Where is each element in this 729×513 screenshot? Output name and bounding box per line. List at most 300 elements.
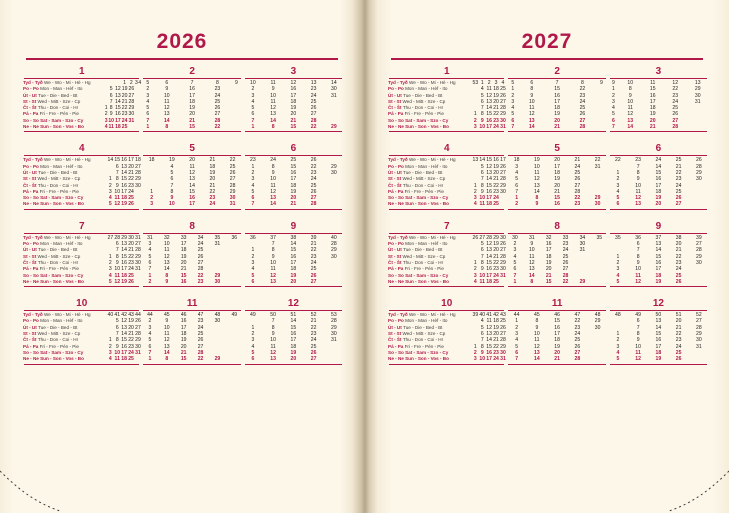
day-number: 8 [109,105,113,112]
day-number: 26 [500,241,506,248]
day-label: Tyd - Tyð We - Wo - Mi - Hè - Hg [388,234,456,240]
day-number: 9 [115,182,119,189]
day-row [387,279,506,285]
day-number [500,201,507,207]
day-number: 4 [616,272,620,279]
week-number: 26 [696,157,702,164]
day-number: 31 [579,247,586,254]
day-label: Út - Ut Tue - Die - Bed - Bt [388,169,443,175]
day-number: 8 [636,253,640,260]
day-number: 18 [180,247,187,254]
day-number: 8 [480,259,484,266]
day-number: 17 [121,349,127,356]
day-number: 26 [574,343,581,350]
day-number: 18 [554,337,560,344]
day-number: 6 [115,241,119,248]
day-number: 20 [493,169,499,176]
month-footer-rule [143,131,240,132]
day-number: 20 [128,241,134,248]
week-number: 10 [627,80,634,86]
day-number: 10 [528,247,535,254]
day-number: 4 [108,356,112,363]
day-number: 19 [649,111,656,118]
day-number: 16 [121,182,127,189]
month-footer-rule [245,364,342,365]
day-number: 1 [148,272,152,279]
day-number: 14 [655,324,662,331]
day-number: 7 [115,247,119,254]
day-number: 4 [251,182,255,189]
day-number: 27 [128,92,135,99]
week-number: 25 [290,157,297,164]
day-number: 3 [148,324,152,331]
day-number: 21 [554,356,560,363]
day-number: 28 [310,201,317,208]
month-number: 7 [443,220,450,232]
week-number: 39 [310,234,317,241]
day-number: 12 [528,111,535,118]
day-number: 7 [170,182,174,189]
month-footer-rule [245,209,342,210]
day-number: 20 [649,117,656,124]
day-number: 10 [114,349,121,356]
day-number: 26 [229,169,236,176]
day-number: 11 [164,247,170,254]
day-number: 30 [128,111,135,118]
day-label: Po - Po Mon - Man - Hèf - Ito [23,86,83,92]
week-number: 45 [534,312,540,319]
day-number: 12 [121,318,127,325]
month-grid [243,312,344,362]
day-number: 17 [121,188,127,195]
day-number: 13 [655,318,662,325]
day-number: 4 [480,86,484,93]
week-number: 52 [696,312,702,319]
day-number: 25 [675,349,682,356]
day-number: 23 [121,111,128,118]
day-number: 11 [270,182,276,189]
week-number: 27 [479,234,486,241]
day-label: Čt - Št Thu - Don - Coi - Hr [23,259,79,265]
day-number: 3 [104,117,108,124]
day-number: 23 [128,182,134,189]
day-number: 7 [115,331,119,338]
week-number: 53 [472,80,479,86]
day-number: 29 [500,111,506,118]
month-block [141,221,242,287]
day-number: 3 [146,92,150,99]
day-label: Čt - Št Thu - Don - Coi - Hr [23,105,79,111]
month-block [141,66,242,132]
day-number: 18 [121,195,127,202]
day-number: 13 [115,92,121,99]
month-footer-rule [24,286,139,287]
day-row [506,124,607,130]
month-divider [24,310,139,311]
day-number: 11 [270,266,276,273]
day-number: 5 [251,188,255,195]
day-number: 27 [197,259,204,266]
day-number: 17 [180,241,187,248]
day-number: 31 [694,98,701,105]
day-number: 12 [486,163,492,170]
month-number: 4 [443,143,450,155]
day-number: 28 [214,117,221,124]
day-number: 7 [636,324,640,331]
day-number [689,279,709,285]
day-row [243,201,344,207]
day-number: 8 [271,324,275,331]
day-number: 31 [331,337,337,344]
day-row [243,356,344,362]
day-number: 7 [148,349,152,356]
week-number: 13 [310,80,317,86]
day-number: 8 [165,124,169,131]
week-number: 1 [480,80,484,86]
day-number: 22 [197,272,204,279]
day-number: 12 [270,272,276,279]
week-number: 7 [190,80,194,86]
day-number: 25 [672,105,679,112]
day-number: 11 [114,195,120,202]
day-number: 31 [214,241,221,248]
month-divider [610,155,707,156]
day-number: 23 [675,259,682,266]
day-number: 31 [229,201,236,208]
day-row [141,124,242,130]
day-number: 5 [616,278,620,285]
day-number: 12 [270,188,276,195]
month-grid [243,157,344,207]
day-number: 19 [493,241,499,248]
day-number: 5 [480,92,484,99]
day-number: 14 [290,241,297,248]
week-number: 26 [310,157,317,164]
day-number: 1 [150,188,154,195]
day-number: 5 [109,86,113,93]
day-number: 21 [290,201,297,208]
day-number: 27 [696,241,702,248]
day-label: Ne - Ne Sun - Son - Vos - Bo [23,356,84,362]
day-number: 2 [616,176,620,183]
day-number: 4 [170,163,174,170]
day-number: 2 [515,324,519,331]
day-number: 23 [310,169,317,176]
day-number: 8 [115,176,119,183]
month-number: 2 [189,66,195,77]
day-number: 4 [148,331,152,338]
week-number: 44 [147,312,153,319]
day-number: 27 [310,195,317,202]
day-number: 26 [310,105,317,112]
month-number: 7 [78,220,85,232]
day-number: 20 [554,349,560,356]
day-number: 7 [251,201,255,208]
day-number: 8 [636,169,640,176]
week-number: 36 [635,234,641,241]
day-number: 29 [135,253,141,260]
week-number: 48 [615,312,621,319]
day-number: 20 [545,266,552,273]
day-number: 24 [197,241,204,248]
day-number: 21 [180,349,187,356]
day-number: 17 [655,182,662,189]
day-number: 23 [672,92,679,99]
day-number: 12 [270,349,276,356]
month-block [243,143,344,209]
day-number: 16 [554,201,560,208]
day-number: 15 [121,176,127,183]
day-number: 2 [251,169,255,176]
day-number: 29 [331,163,337,170]
day-number: 9 [530,92,534,99]
day-number: 28 [696,163,702,170]
day-number: 17 [290,337,297,344]
day-number: 28 [197,266,204,273]
day-number: 5 [115,318,119,325]
day-number: 19 [209,169,216,176]
day-number: 16 [486,188,492,195]
week-number: 45 [163,312,170,319]
day-number: 30 [594,324,601,331]
day-number: 6 [636,241,640,248]
day-number: 25 [493,201,499,208]
week-number: 2 [487,80,491,86]
day-label: Ne - Ne Sun - Son - Vos - Bo [23,278,84,284]
day-number: 28 [500,176,506,183]
day-number: 3 [473,272,477,279]
day-number: 30 [331,169,337,176]
day-number: 8 [480,111,484,118]
month-footer-rule [389,209,504,210]
week-number: 15 [114,157,121,164]
week-number: 22 [229,157,236,164]
day-number: 6 [480,331,484,338]
day-number: 19 [290,349,297,356]
day-number: 21 [209,182,216,189]
week-number: 18 [513,157,520,164]
day-number: 26 [214,105,221,112]
day-number: 8 [271,247,275,254]
day-number: 18 [290,98,297,105]
day-number: 20 [290,195,297,202]
day-label: Čt - Št Thu - Don - Coi - Hr [388,105,444,111]
day-number: 9 [480,349,484,356]
day-number: 21 [310,318,317,325]
day-number: 25 [562,253,569,260]
week-number: 49 [635,312,641,319]
month-divider [610,233,707,234]
day-number: 6 [148,259,152,266]
day-number: 27 [672,117,679,124]
day-number: 18 [290,343,297,350]
day-number: 30 [331,253,337,260]
week-number: 43 [128,312,134,319]
week-number: 30 [128,234,134,241]
quarter-row [22,298,344,364]
day-number: 20 [180,259,187,266]
week-number: 21 [574,157,581,164]
week-number: 41 [486,312,492,319]
day-number: 16 [290,331,297,338]
day-number: 13 [627,117,634,124]
day-number: 23 [675,337,682,344]
week-number: 48 [594,312,601,319]
day-number: 19 [189,105,195,112]
day-number: 7 [271,318,275,325]
day-label: Tyd - Tyð We - Wo - Mi - Hè - Hg [23,234,91,240]
day-number: 22 [128,253,134,260]
day-number: 6 [170,176,174,183]
day-number: 4 [108,195,112,202]
week-number: 18 [148,157,155,164]
day-number: 22 [128,337,134,344]
day-number: 13 [270,278,276,285]
day-number: 31 [128,117,135,124]
day-number: 11 [479,201,485,208]
day-number [587,356,607,362]
day-number: 12 [534,176,540,183]
week-number: 48 [214,312,221,319]
page-title-left: 2026 [156,30,208,53]
day-number: 25 [310,98,317,105]
day-number: 20 [128,163,134,170]
day-number: 9 [480,188,484,195]
day-number: 19 [180,253,187,260]
day-number: 19 [493,163,499,170]
day-label: Tyd - Tyð We - Wo - Mi - Hè - Hg [388,80,456,85]
day-number: 25 [675,188,682,195]
month-footer-rule [24,131,139,132]
month-number: 9 [290,220,297,232]
week-number: 53 [331,312,337,319]
day-number: 17 [554,163,560,170]
day-number: 24 [197,324,204,331]
day-number: 15 [655,253,662,260]
day-number: 25 [675,272,682,279]
day-number: 17 [180,324,187,331]
day-number: 6 [480,247,484,254]
month-divider [389,233,504,234]
month-footer-rule [245,131,342,132]
day-number: 21 [493,253,499,260]
day-number: 10 [635,182,641,189]
week-number: 32 [163,234,170,241]
day-number: 23 [214,86,221,93]
day-number: 22 [574,318,581,325]
day-number: 25 [310,343,317,350]
day-label: Čt - Št Thu - Don - Coi - Hr [388,182,444,188]
week-number: 46 [554,312,560,319]
day-number: 13 [121,241,127,248]
day-number: 31 [500,356,506,363]
day-number: 17 [655,343,662,350]
day-number: 21 [493,176,499,183]
day-number: 29 [331,324,337,331]
day-number: 19 [655,195,662,202]
day-number: 8 [165,356,169,363]
day-number [500,279,507,285]
day-number: 26 [135,318,141,325]
day-label: Pá - Pa Fri - Fre - Pén - Pie [388,111,444,117]
week-number: 50 [270,312,276,319]
day-number: 16 [486,349,492,356]
day-number: 7 [109,98,113,105]
day-number: 15 [121,253,127,260]
day-row [608,124,709,130]
day-number: 1 [104,105,108,112]
day-number: 7 [115,169,119,176]
day-number: 15 [180,356,187,363]
day-number: 12 [189,169,195,176]
day-number: 22 [493,259,499,266]
month-footer-rule [143,286,240,287]
day-number: 1 [511,86,515,93]
day-label: Ne - Ne Sun - Son - Vos - Bo [388,124,449,130]
day-number: 15 [545,278,552,285]
day-number: 23 [310,253,317,260]
month-grid [608,312,709,362]
day-number: 1 [251,324,255,331]
quarter-row [387,298,709,364]
day-number: 10 [114,188,121,195]
day-number: 13 [163,343,170,350]
day-number: 2 [150,195,154,202]
day-number: 3 [473,124,477,131]
month-number: 11 [186,298,198,310]
month-footer-rule [610,286,707,287]
day-number: 18 [121,356,127,363]
day-number: 4 [473,278,477,285]
day-number: 10 [108,117,115,124]
month-divider [508,155,605,156]
day-number: 28 [579,124,586,131]
day-label: Ne - Ne Sun - Son - Vos - Bo [388,201,449,207]
week-number: 7 [555,80,559,86]
day-number: 12 [163,337,170,344]
day-number: 2 [146,86,150,93]
day-number: 7 [515,188,519,195]
day-number: 13 [121,324,127,331]
month-block [141,143,242,209]
day-label: St - St Wed - Mitt - Sze - Cp [23,98,81,104]
week-number: 35 [596,234,603,241]
day-number: 27 [135,324,141,331]
day-number: 20 [655,201,662,208]
day-number: 6 [636,318,640,325]
day-number: 12 [627,111,634,118]
day-number: 2 [104,111,108,118]
day-number: 5 [480,241,484,248]
week-number: 38 [290,234,297,241]
month-footer-rule [508,209,605,210]
day-number: 17 [121,266,127,273]
week-number: 10 [250,80,256,86]
day-number: 28 [696,324,702,331]
day-number: 25 [197,247,204,254]
day-number: 6 [115,324,119,331]
day-number: 2 [251,86,255,93]
day-number: 4 [473,201,477,208]
day-number: 30 [214,318,221,325]
day-label: Tyd - Tyð We - Wo - Mi - Hè - Hg [23,80,91,85]
day-number: 9 [165,278,169,285]
month-footer-rule [389,364,504,365]
day-number: 19 [121,86,128,93]
day-number: 13 [270,356,276,363]
day-number: 3 [473,195,477,202]
day-number: 4 [515,337,519,344]
